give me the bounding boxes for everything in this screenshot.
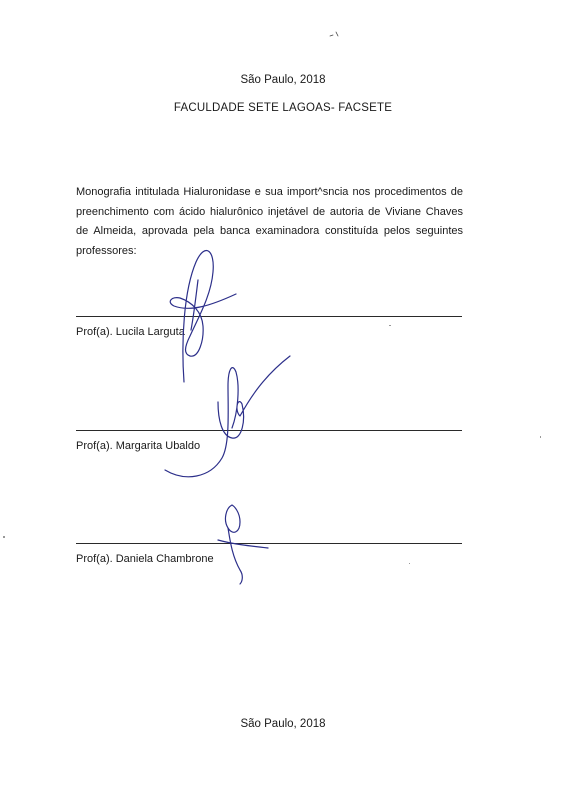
scan-speck xyxy=(389,325,391,326)
footer-city-year: São Paulo, 2018 xyxy=(240,718,326,730)
examiner-label-1: Prof(a). Lucila Larguta xyxy=(76,326,185,338)
header-city-year: São Paulo, 2018 xyxy=(240,74,326,86)
signature-line-3 xyxy=(76,543,462,544)
scan-speck xyxy=(409,563,410,564)
scan-speck xyxy=(3,536,5,538)
signature-2 xyxy=(165,356,290,477)
examiner-label-3: Prof(a). Daniela Chambrone xyxy=(76,553,214,565)
signature-line-1 xyxy=(76,316,462,317)
signature-3 xyxy=(218,505,268,584)
approval-paragraph: Monografia intitulada Hialuronidase e sua import^sncia nos procedimentos de preenchimento com ácido hialurônico injetável de autoria de Viviane Chaves de Almeida, aprovada pela banca examinadora constituída pelos seguintes professores: xyxy=(76,186,463,257)
scan-mark xyxy=(330,32,338,36)
scan-speck xyxy=(540,436,541,438)
signature-line-2 xyxy=(76,430,462,431)
examiner-label-2: Prof(a). Margarita Ubaldo xyxy=(76,440,201,452)
institution-name: FACULDADE SETE LAGOAS- FACSETE xyxy=(173,102,393,114)
